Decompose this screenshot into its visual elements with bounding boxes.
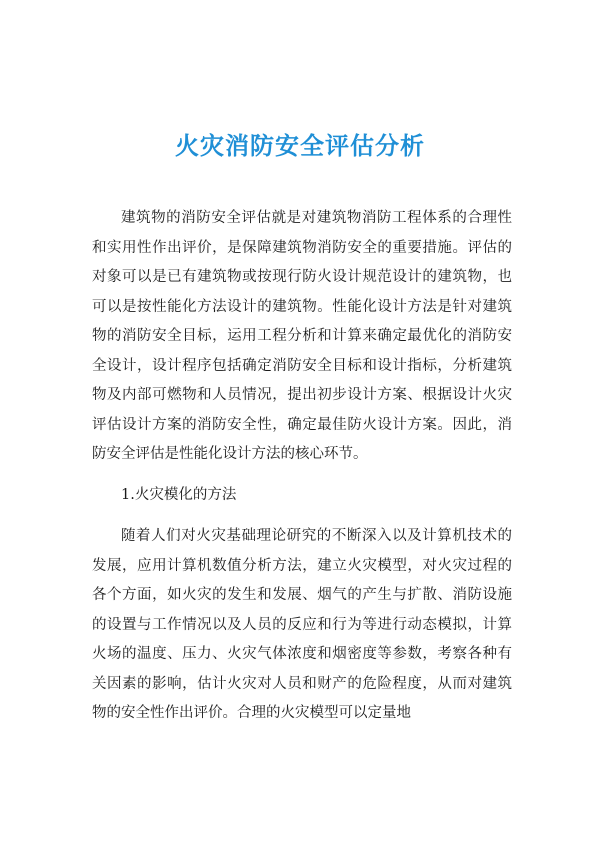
section-paragraph: 随着人们对火灾基础理论研究的不断深入以及计算机技术的发展，应用计算机数值分析方法，建立火灾模型，对火灾过程的各个方面，如火灾的发生和发展、烟气的产生与扩散、消防设施的设置与工作情况以及人员的反应和行为等进行动态模拟，计算火场的温度、压力、火灾气体浓度和烟密度等参数，考察各种有关因素的影响，估计火灾对人员和财产的危险程度，从而对建筑物的安全性作出评价。合理的火灾模型可以定量地 — [92, 528, 512, 721]
intro-paragraph: 建筑物的消防安全评估就是对建筑物消防工程体系的合理性和实用性作出评价，是保障建筑物消防安全的重要措施。评估的对象可以是已有建筑物或按现行防火设计规范设计的建筑物，也可以是按性能化方法设计的建筑物。性能化设计方法是针对建筑物的消防安全目标，运用工程分析和计算来确定最优化的消防安全设计，设计程序包括确定消防安全目标和设计指标，分析建筑物及内部可燃物和人员情况，提出初步设计方案、根据设计火灾评估设计方案的消防安全性，确定最佳防火设计方案。因此，消防安全评估是性能化设计方法的核心环节。 — [92, 210, 512, 462]
section-heading: 1.火灾模化的方法 — [121, 486, 237, 503]
document-title: 火灾消防安全评估分析 — [175, 132, 425, 160]
document-body — [92, 204, 512, 729]
